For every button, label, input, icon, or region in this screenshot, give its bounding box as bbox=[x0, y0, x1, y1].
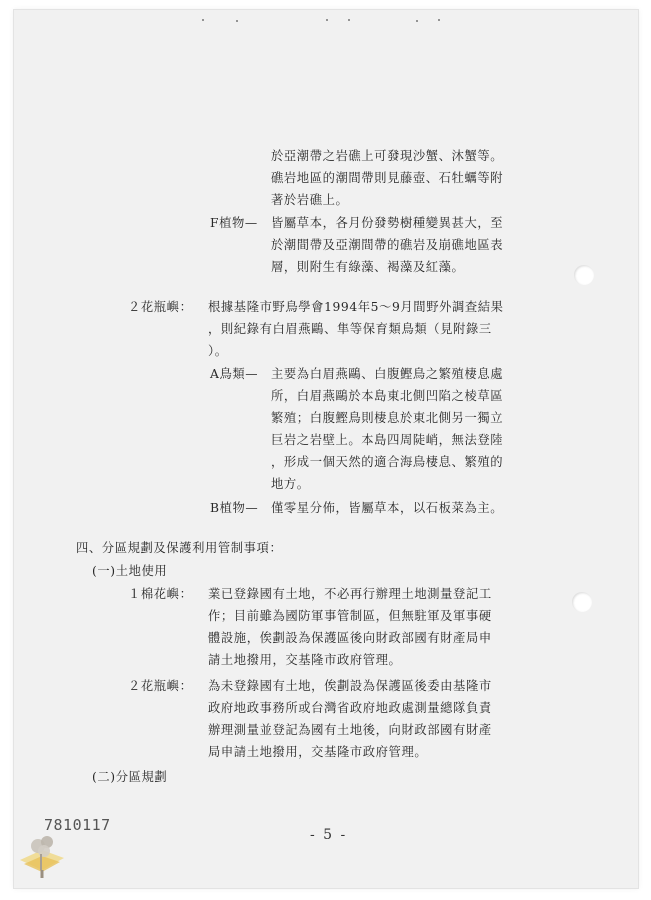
body-line: 為未登錄國有土地，俟劃設為保護區後委由基隆市 bbox=[208, 679, 492, 693]
plants-b-label: B植物— bbox=[210, 501, 259, 515]
plants-f-label: F植物— bbox=[210, 216, 258, 230]
body-line: 作；目前雖為國防軍事管制區，但無駐軍及軍事硬 bbox=[208, 609, 492, 623]
body-line: 層，則附生有綠藻、褐藻及紅藻。 bbox=[271, 260, 465, 274]
body-line: 業已登錄國有土地，不必再行辦理土地測量登記工 bbox=[208, 587, 492, 601]
body-line: 辦理測量並登記為國有土地後，向財政部國有財產 bbox=[208, 723, 492, 737]
body-line: 所，白眉燕鷗於本島東北側凹陷之棱草區 bbox=[271, 389, 504, 403]
birds-a-label: A鳥類— bbox=[210, 367, 259, 381]
huaping-island-label: ２花瓶嶼： bbox=[128, 679, 193, 693]
subsection-heading: (一)土地使用 bbox=[92, 564, 168, 578]
binder-hole bbox=[574, 265, 594, 285]
paper-speck bbox=[202, 19, 204, 21]
body-line: 巨岩之岩壁上。本島四周陡峭，無法登陸 bbox=[271, 433, 504, 447]
body-line: ，則紀錄有白眉燕鷗、隼等保育類鳥類（見附錄三 bbox=[208, 322, 492, 336]
huaping-island-label: ２花瓶嶼： bbox=[128, 300, 193, 314]
paper-speck bbox=[438, 19, 440, 21]
body-line: 局申請土地撥用，交基隆市政府管理。 bbox=[208, 745, 428, 759]
body-line: 地方。 bbox=[271, 477, 310, 491]
body-line: 主要為白眉燕鷗、白腹鰹鳥之繁殖棲息處 bbox=[271, 367, 504, 381]
body-line: 於亞潮帶之岩礁上可發現沙蟹、沐蟹等。 bbox=[271, 149, 504, 163]
section-heading: 四、分區規劃及保護利用管制事項： bbox=[76, 541, 283, 555]
subsection-heading: (二)分區規劃 bbox=[92, 770, 168, 784]
body-line: 繁殖；白腹鰹鳥則棲息於東北側另一獨立 bbox=[271, 411, 504, 425]
mianhua-island-label: １棉花嶼： bbox=[128, 587, 193, 601]
body-line: ，形成一個天然的適合海鳥棲息、繁殖的 bbox=[271, 455, 504, 469]
paper-speck bbox=[416, 20, 418, 22]
body-line: 請土地撥用，交基隆市政府管理。 bbox=[208, 653, 402, 667]
document-page bbox=[14, 10, 638, 888]
body-line: 於潮間帶及亞潮間帶的礁岩及崩礁地區表 bbox=[271, 238, 504, 252]
binder-hole bbox=[572, 592, 592, 612]
body-line: 礁岩地區的潮間帶則見藤壺、石牡蠣等附 bbox=[271, 171, 504, 185]
body-line: 體設施，俟劃設為保護區後向財政部國有財產局申 bbox=[208, 631, 492, 645]
paper-speck bbox=[326, 19, 328, 21]
page-number: - 5 - bbox=[310, 827, 348, 843]
body-line: 皆屬草本，各月份發勢樹種變異甚大，至 bbox=[271, 216, 504, 230]
archive-number: 7810117 bbox=[44, 816, 111, 834]
body-line: 根據基隆市野鳥學會1994年5～9月間野外調查結果 bbox=[208, 300, 504, 314]
body-line: 政府地政事務所或台灣省政府地政處測量總隊負責 bbox=[208, 701, 492, 715]
body-line: 僅零星分佈，皆屬草本，以石板菜為主。 bbox=[271, 501, 504, 515]
paper-speck bbox=[348, 19, 350, 21]
paper-speck bbox=[236, 20, 238, 22]
body-line: ）。 bbox=[208, 344, 228, 358]
body-line: 著於岩礁上。 bbox=[271, 193, 349, 207]
